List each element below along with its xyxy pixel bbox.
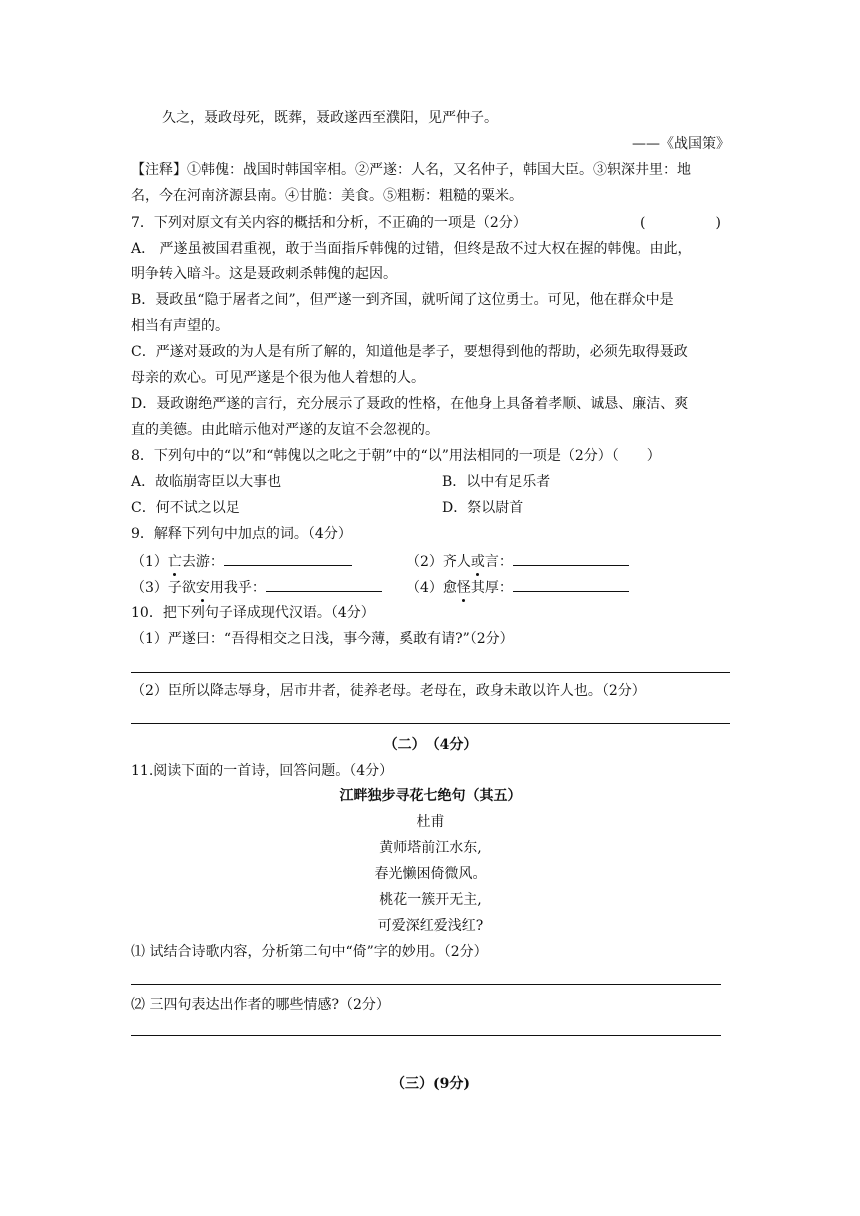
passage-source: ——《战国策》 — [632, 136, 730, 152]
poem-title: 江畔独步寻花七绝句（其五） — [339, 788, 522, 804]
q11-subquestion-2: ⑵ 三四句表达出作者的哪些情感?（2分） — [131, 997, 390, 1013]
poem-line-3: 桃花一簇开无主, — [379, 892, 482, 908]
q10-answer-line-1[interactable] — [131, 672, 730, 673]
q9-item-4-dotted-word: 怪 — [456, 580, 471, 596]
poem-line-1: 黄师塔前江水东, — [379, 840, 482, 856]
q9-item-3-dotted-word: 安 — [195, 580, 210, 596]
q9-item-4-text: 其厚： — [470, 580, 513, 596]
q9-item-1-answer-blank[interactable] — [224, 551, 352, 566]
q9-stem: 9．解释下列句中加点的词。（4分） — [131, 526, 352, 542]
poem-author: 杜甫 — [416, 814, 445, 830]
notes-line-2: 名，今在河南济源县南。④甘脆：美食。⑤粗粝：粗糙的粟米。 — [131, 188, 523, 204]
passage-last-line: 久之，聂政母死，既葬，聂政遂西至濮阳，见严仲子。 — [162, 110, 498, 126]
q8-stem: 8．下列句中的“以”和“韩傀以之叱之于朝”中的“以”用法相同的一项是（2分）（ ） — [131, 448, 661, 464]
q11-answer-line-2[interactable] — [131, 1035, 721, 1036]
section-3-title: （三）(9分) — [391, 1076, 470, 1092]
q9-item-4 — [406, 577, 629, 598]
q10-stem: 10．把下列句子译成现代汉语。（4分） — [131, 605, 375, 621]
q9-item-1-text: 去游： — [181, 554, 224, 570]
q7-stem — [131, 213, 730, 233]
q9-item-2-dotted-word: 或 — [470, 554, 485, 570]
q8-option-b: B．以中有足乐者 — [442, 474, 551, 490]
q9-item-2-num: （2）齐人 — [406, 554, 471, 570]
q11-answer-line-1[interactable] — [131, 984, 721, 985]
section-2-title: （二） （4分） — [383, 737, 478, 753]
q7-answer-paren: ( ) — [640, 215, 721, 231]
q7-option-a-line2: 明争转入暗斗。这是聂政刺杀韩傀的起因。 — [131, 266, 397, 282]
q7-option-b-line2: 相当有声望的。 — [131, 318, 229, 334]
poem-line-2: 春光懒困倚微风。 — [374, 866, 487, 882]
q7-stem-text: 7．下列对原文有关内容的概括和分析，不正确的一项是（2分） — [131, 215, 527, 231]
q9-item-1 — [131, 551, 352, 572]
q9-item-4-answer-blank[interactable] — [513, 577, 629, 592]
q7-option-b-line1: B．聂政虽“隐于屠者之间”，但严遂一到齐国，就听闻了这位勇士。可见，他在群众中是 — [131, 292, 674, 308]
q9-item-2 — [406, 551, 629, 572]
q8-option-d: D．祭以尉首 — [442, 500, 524, 516]
q9-item-1-num: （1） — [131, 554, 168, 570]
q9-item-3 — [131, 577, 382, 598]
q9-item-3-num: （3）子欲 — [131, 580, 196, 596]
q8-option-c: C．何不试之以足 — [131, 500, 240, 516]
poem-line-4: 可爱深红爱浅红? — [377, 918, 484, 934]
q10-sentence-2: （2）臣所以降志辱身，居市井者，徒养老母。老母在，政身未敢以许人也。（2分） — [131, 683, 646, 699]
q10-sentence-1: （1）严遂曰：“吾得相交之日浅，事今薄，奚敢有请?”（2分） — [131, 631, 514, 647]
q7-option-c-line1: C．严遂对聂政的为人是有所了解的，知道他是孝子，要想得到他的帮助，必须先取得聂政 — [131, 344, 688, 360]
q7-option-c-line2: 母亲的欢心。可见严遂是个很为他人着想的人。 — [131, 370, 425, 386]
q9-item-3-text: 用我乎： — [209, 580, 266, 596]
q9-item-4-num: （4）愈 — [406, 580, 457, 596]
q9-item-2-text: 言： — [484, 554, 513, 570]
q7-option-d-line2: 直的美德。由此暗示他对严遂的友谊不会忽视的。 — [131, 422, 439, 438]
q10-answer-line-2[interactable] — [131, 723, 730, 724]
q11-stem: 11.阅读下面的一首诗，回答问题。（4分） — [131, 763, 394, 779]
q9-item-3-answer-blank[interactable] — [266, 577, 382, 592]
q11-subquestion-1: ⑴ 试结合诗歌内容，分析第二句中“倚”字的妙用。（2分） — [131, 944, 488, 960]
notes-line-1: 【注释】①韩傀：战国时韩国宰相。②严遂：人名，又名仲子，韩国大臣。③轵深井里：地 — [131, 162, 691, 178]
q9-item-1-dotted-word: 亡 — [167, 554, 182, 570]
q7-option-a-line1: A． 严遂虽被国君重视，敢于当面指斥韩傀的过错，但终是敌不过大权在握的韩傀。由此， — [131, 241, 692, 257]
q8-option-a: A．故临崩寄臣以大事也 — [131, 474, 282, 490]
q9-item-2-answer-blank[interactable] — [513, 551, 629, 566]
q7-option-d-line1: D．聂政谢绝严遂的言行，充分展示了聂政的性格，在他身上具备着孝顺、诚恳、廉洁、爽 — [131, 396, 689, 412]
